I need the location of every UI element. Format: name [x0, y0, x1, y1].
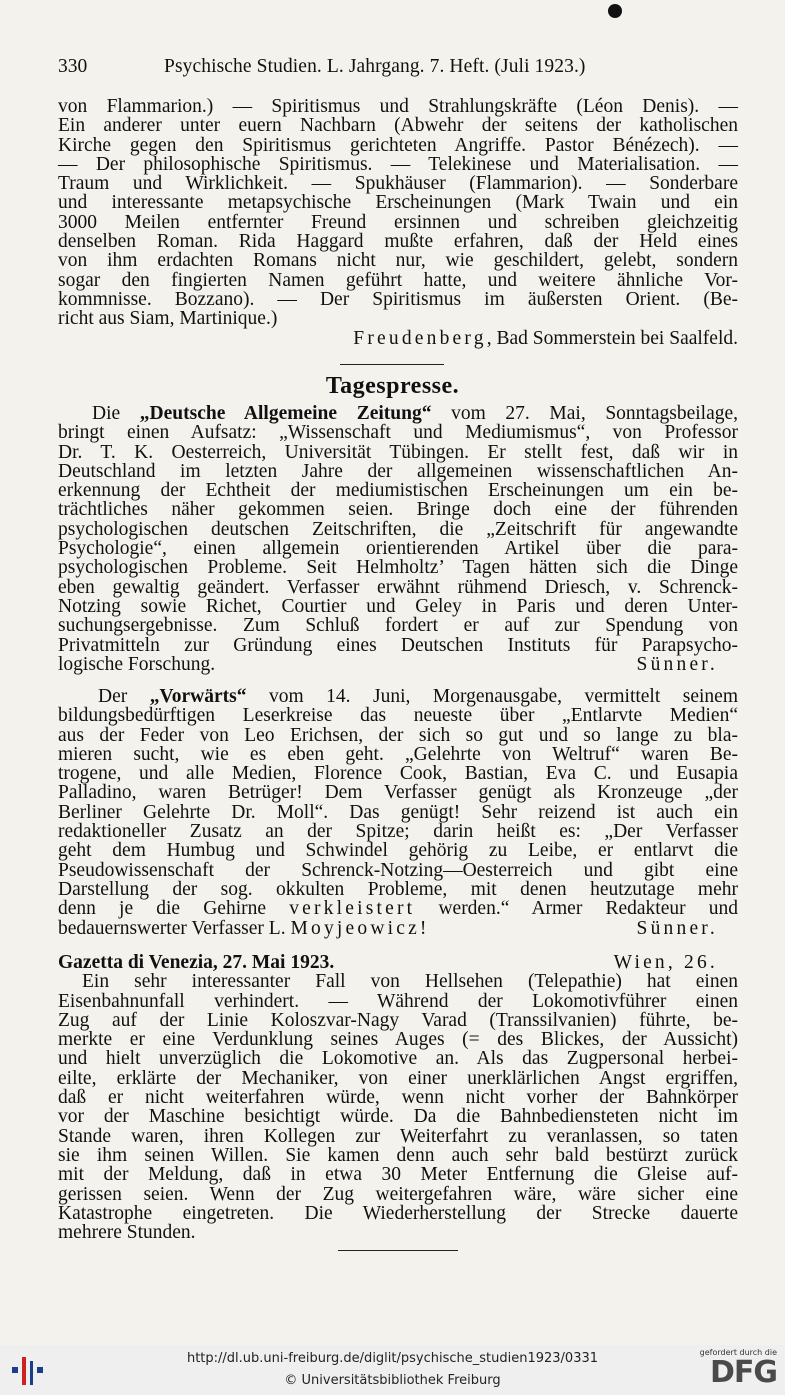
- text-segment: bedauernswerter Verfasser L.: [58, 917, 291, 939]
- text-line: von ihm erdachten Romans nicht nur, wie geschildert, gelebt, sondern: [58, 250, 738, 272]
- spaced-name: Moyjeowicz!: [290, 917, 430, 939]
- text-line: Stande waren, ihren Kollegen zur Weiterfahrt zu veranlassen, so taten: [58, 1125, 738, 1147]
- text-line: suchungsergebnisse. Zum Schluß fordert er auf zur Spendung von: [58, 615, 738, 637]
- text-line: eilte, erklärte der Mechaniker, von einer unerklärlichen Angst ergriffen,: [58, 1067, 738, 1089]
- text-line: kommnisse. Bozzano). — Der Spiritismus im äußersten Orient. (Be-: [58, 288, 738, 310]
- section-title: Tagespresse.: [325, 373, 460, 399]
- text-line: [58, 899, 738, 918]
- text-line: Deutschland im letzten Jahre der allgemeinen wissenschaftlichen An-: [58, 460, 738, 482]
- text-line: 3000 Meilen entfernter Freund ersinnen und schreiben gleichzeitig: [58, 211, 738, 233]
- copyright-notice: © Universitätsbibliothek Freiburg: [284, 1373, 501, 1388]
- text-line: psychologischen Probleme. Seit Helmholtz’ Tagen hätten sich die Dinge: [58, 557, 738, 579]
- text-line: Traum und Wirklichkeit. — Spukhäuser (Flammarion). — Sonderbare: [58, 173, 738, 195]
- article-closing-line: [58, 919, 738, 938]
- text-line: merkte er eine Verdunklung seines Auges (= des Blickes, der Aussicht): [58, 1029, 738, 1051]
- text-line: sogar den fingierten Namen geführt hatte, und weitere ähnliche Vor-: [58, 269, 738, 291]
- text-line: mehrere Stunden.: [58, 1222, 196, 1244]
- text-line: redaktioneller Zusatz an der Spitze; darin heißt es: „Der Verfasser: [58, 821, 738, 843]
- signature-place: , Bad Sommerstein bei Saalfeld.: [486, 327, 738, 349]
- article-gazetta: [58, 953, 738, 1242]
- lead-word: Die: [92, 403, 140, 424]
- text-line: Ein anderer unter euern Nachbarn (Abwehr der seitens der katholischen: [58, 115, 738, 137]
- text-line: geht dem Humbug und Schwindel gehörig zu Leibe, er entlarvt die: [58, 840, 738, 862]
- page-number: 330: [58, 56, 88, 77]
- text-line: Darstellung der sog. okkulten Probleme, mit denen heutzutage mehr: [58, 878, 738, 900]
- text-line: Dr. T. K. Oesterreich, Universität Tübingen. Er stellt fest, daß wir in: [58, 441, 738, 463]
- ink-dot: [608, 4, 622, 18]
- section-divider: [340, 364, 444, 365]
- text-segment: werden.“ Armer Redakteur und: [415, 898, 738, 920]
- end-divider: [338, 1250, 458, 1251]
- viewer-footer: [0, 1345, 785, 1395]
- text-line: — Der philosophische Spiritismus. — Telekinese und Materialisation. —: [58, 153, 738, 175]
- text-line: erkennung der Echtheit der mediumistischen Erscheinungen um ein be-: [58, 480, 738, 502]
- text-line: eben gewaltig geändert. Verfasser erwähnt rühmend Driesch, v. Schrenck-: [58, 576, 738, 598]
- intro-paragraph: [58, 97, 738, 348]
- text-line: Pseudowissenschaft der Schrenck-Notzing—Oesterreich und gibt eine: [58, 859, 738, 881]
- source-url-link[interactable]: http://dl.ub.uni-freiburg.de/diglit/psychische_studien1923/0331: [186, 1351, 599, 1366]
- text-line: psychologischen deutschen Zeitschriften, die „Zeitschrift für angewandte: [58, 518, 738, 540]
- newspaper-name: „Deutsche Allgemeine Zeitung“: [139, 403, 432, 424]
- text-line: und interessante metapsychische Erscheinungen (Mark Twain und ein: [58, 192, 738, 214]
- text-line: Katastrophe eingetreten. Die Wiederherstellung der Strecke dauerte: [58, 1202, 738, 1224]
- article-heading: Gazetta di Venezia, 27. Mai 1923.: [58, 952, 335, 973]
- intro-signature: [58, 329, 738, 348]
- author-signature: Sünner.: [636, 653, 718, 675]
- running-title: Psychische Studien. L. Jahrgang. 7. Heft. (Juli 1923.): [164, 56, 586, 77]
- article-deutsche-allgemeine: [58, 404, 738, 674]
- article-heading-line: [58, 953, 738, 972]
- text-line: bringt einen Aufsatz: „Wissenschaft und Mediumismus“, von Professor: [58, 422, 738, 444]
- spaced-word: verkleistert: [289, 898, 416, 920]
- article-vorwaerts: [58, 687, 738, 938]
- text-line: trogene, und alle Medien, Florence Cook, Bastian, Eva C. und Eusapia: [58, 763, 738, 785]
- text-line: gerissen seien. Wenn der Zug weitergefahren wäre, wäre sicher eine: [58, 1183, 738, 1205]
- lead-word: Der: [98, 686, 150, 707]
- text-line: trächtliches näher gekommen seien. Bringe doch eine der führenden: [58, 499, 738, 521]
- text-line: mit der Meldung, daß in etwa 30 Meter Entfernung die Gleise auf-: [58, 1164, 738, 1186]
- lead-rest: vom 27. Mai, Sonntagsbeilage,: [431, 403, 739, 424]
- text-line: Privatmitteln zur Gründung eines Deutschen Instituts für Parapsycho-: [58, 634, 738, 656]
- signature-name: Freudenberg: [353, 327, 487, 349]
- lead-rest: vom 14. Juni, Morgenausgabe, vermittelt seinem: [246, 686, 738, 707]
- article-lead-line: [58, 404, 738, 423]
- text-line: daß er nicht weiterfahren würde, wenn nicht vorher der Bahnkörper: [58, 1087, 738, 1109]
- text-line: Zug auf der Linie Koloszvar-Nagy Varad (Transsilvanien) führte, be-: [58, 1009, 738, 1031]
- text-line: Kirche gegen den Spiritismus gerichteten Angriffe. Pastor Bénézech). —: [58, 134, 738, 156]
- text-line: Eisenbahnunfall verhindert. — Während der Lokomotivführer einen: [58, 990, 738, 1012]
- text-line: sie ihm seinen Willen. Sie kamen denn auch sehr bald bestürzt zurück: [58, 1144, 738, 1166]
- text-line: Palladino, waren Betrüger! Dem Verfasser genügt als Kronzeuge „der: [58, 782, 738, 804]
- text-segment: denn je die Gehirne: [58, 898, 290, 920]
- text-line: bildungsbedürftigen Leserkreise das neueste über „Entlarvte Medien“: [58, 705, 738, 727]
- closing-text: [58, 919, 430, 938]
- text-line: und hielt unverzüglich die Lokomotive an. Als das Zugpersonal herbei-: [58, 1048, 738, 1070]
- text-line: aus der Feder von Leo Erichsen, der sich so gut und so lange zu bla-: [58, 724, 738, 746]
- text-line: Ein sehr interessanter Fall von Hellsehen (Telepathie) hat einen: [82, 971, 738, 993]
- text-line: Notzing sowie Richet, Courtier und Geley in Paris und deren Unter-: [58, 595, 738, 617]
- dfg-tagline: gefordert durch die: [699, 1348, 777, 1357]
- article-lead-line: [58, 687, 738, 706]
- text-line: Psychologie“, einen allgemein orientierenden Artikel über die para-: [58, 538, 738, 560]
- text-line-end: logische Forschung.: [58, 653, 216, 675]
- author-signature: Sünner.: [636, 917, 718, 939]
- text-line: Berliner Gelehrte Dr. Moll“. Das genügt! Sehr reizend ist auch ein: [58, 801, 738, 823]
- text-line: mieren sucht, wie es eben geht. „Gelehrte von Weltruf“ waren Be-: [58, 743, 738, 765]
- newspaper-name: „Vorwärts“: [149, 686, 247, 707]
- text-line: vor der Maschine besichtigt würde. Da die Bahnbediensteten nicht im: [58, 1106, 738, 1128]
- text-line: richt aus Siam, Martinique.): [58, 308, 278, 330]
- text-line: von Flammarion.) — Spiritismus und Strahlungskräfte (Léon Denis). —: [58, 96, 738, 117]
- text-line: denselben Roman. Rida Haggard mußte erfahren, daß der Held eines: [58, 231, 738, 253]
- dfg-logo: DFG: [709, 1355, 777, 1390]
- article-closing-line: [58, 655, 738, 674]
- dateline: Wien, 26.: [613, 952, 718, 973]
